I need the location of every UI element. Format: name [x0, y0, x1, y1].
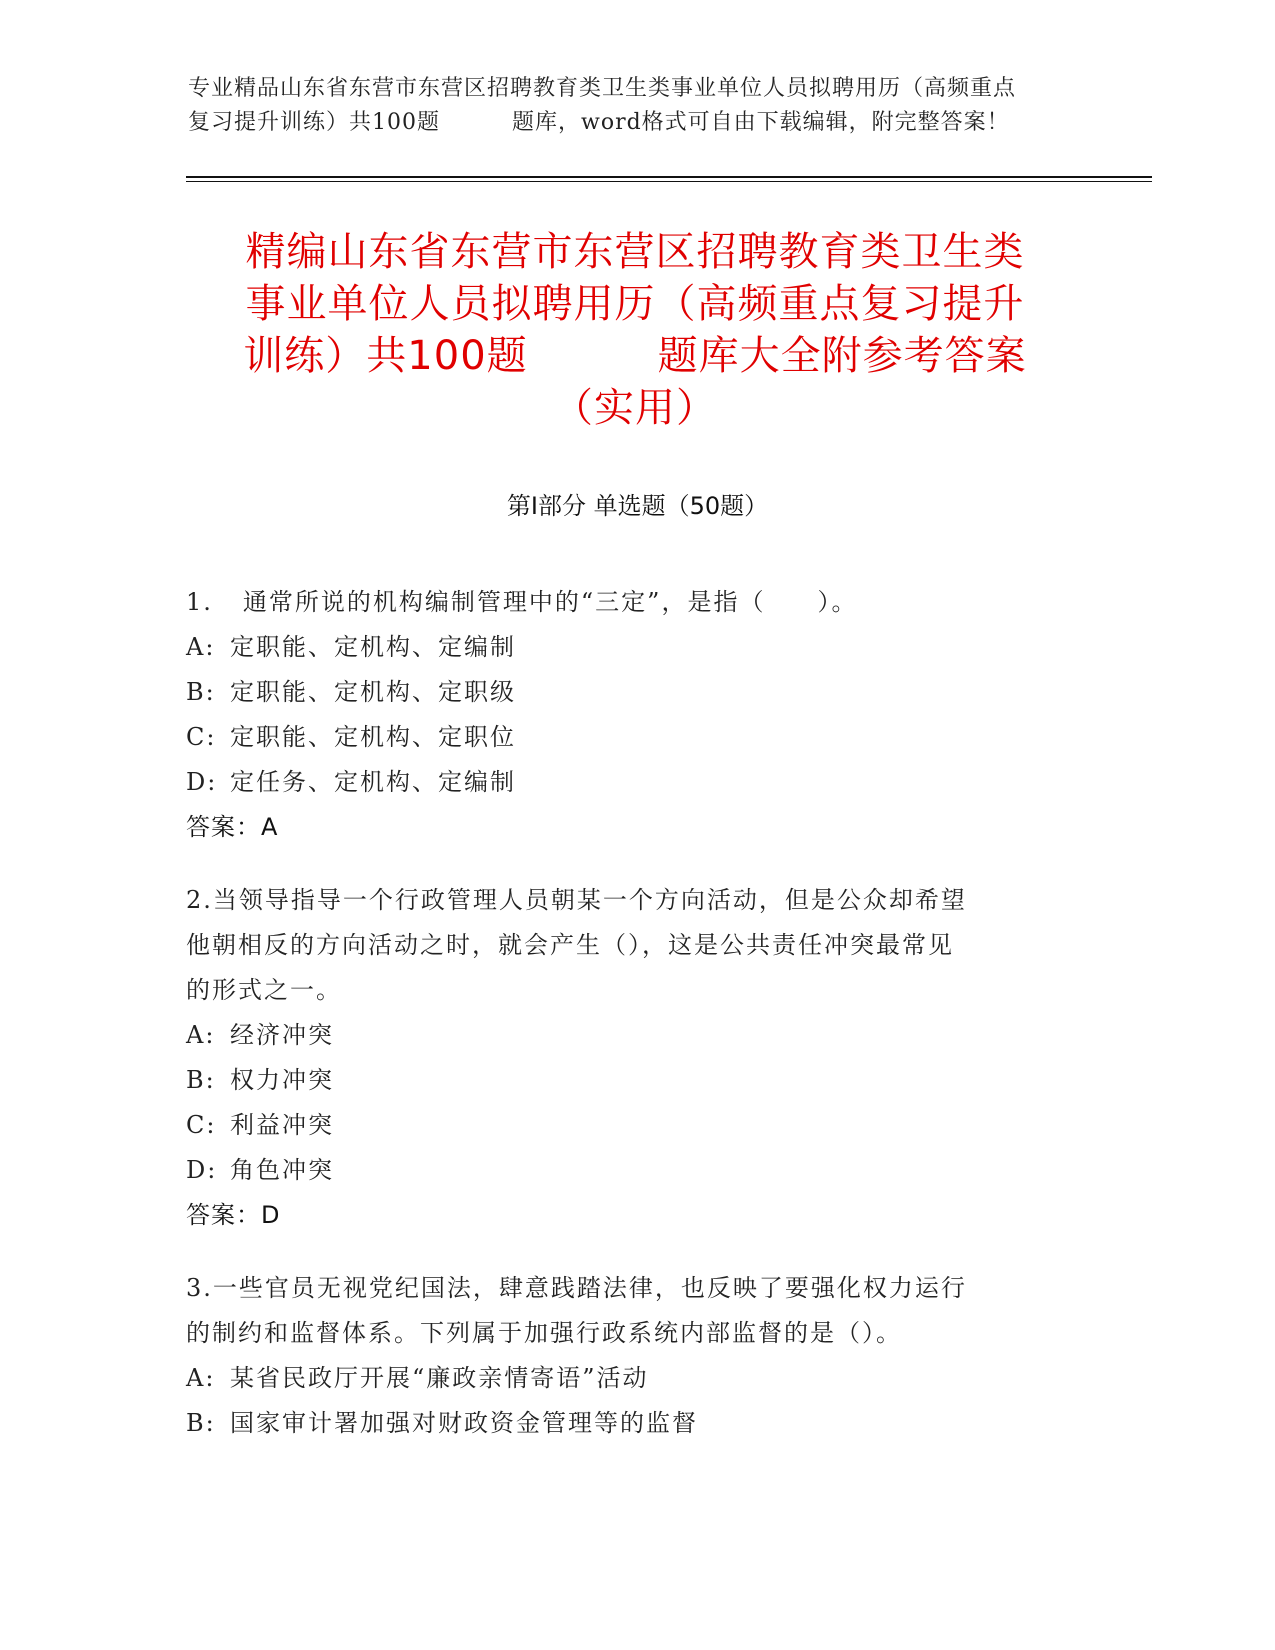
option-a	[186, 625, 1066, 670]
answer-line: 答案：A	[186, 813, 279, 841]
option-text: 某省民政厅开展“廉政亲情寄语”活动	[230, 1364, 649, 1392]
option-text: 经济冲突	[230, 1021, 334, 1049]
option-letter: A:	[186, 1021, 216, 1049]
header-rule-thick	[186, 176, 1152, 178]
option-text: 利益冲突	[230, 1111, 334, 1139]
option-text: 定职能、定机构、定职级	[230, 678, 516, 706]
option-text: 定职能、定机构、定职位	[230, 723, 516, 751]
question-text: 通常所说的机构编制管理中的“三定”，是指（ ）。	[242, 588, 858, 616]
option-b	[186, 1058, 1066, 1103]
option-letter: D:	[186, 1156, 218, 1184]
question-stem-line-1: 2.当领导指导一个行政管理人员朝某一个方向活动，但是公众却希望	[186, 886, 967, 914]
option-c	[186, 715, 1066, 760]
option-d	[186, 1148, 1066, 1193]
option-a	[186, 1356, 1066, 1401]
header-rule-thin	[186, 181, 1152, 182]
option-letter: A:	[186, 633, 216, 661]
title-line-1: 精编山东省东营市东营区招聘教育类卫生类	[245, 229, 1025, 275]
option-b	[186, 670, 1066, 715]
option-letter: C:	[186, 1111, 217, 1139]
option-a	[186, 1013, 1066, 1058]
question-list	[186, 580, 1066, 1474]
question-stem-line-1: 3.一些官员无视党纪国法，肆意践踏法律，也反映了要强化权力运行	[186, 1274, 967, 1302]
header-line-2-part-2: 题库，word格式可自由下载编辑，附完整答案！	[512, 110, 1010, 135]
option-c	[186, 1103, 1066, 1148]
option-letter: D:	[186, 768, 218, 796]
title-line-4: （实用）	[553, 385, 717, 431]
option-letter: B:	[186, 1409, 216, 1437]
option-text: 角色冲突	[230, 1156, 334, 1184]
section-title: 第Ⅰ部分 单选题（50题）	[506, 492, 769, 520]
option-letter: A:	[186, 1364, 216, 1392]
option-b	[186, 1401, 1066, 1446]
option-letter: B:	[186, 678, 216, 706]
option-text: 定任务、定机构、定编制	[230, 768, 516, 796]
option-letter: C:	[186, 723, 217, 751]
question-stem-line-3: 的形式之一。	[186, 976, 342, 1004]
option-letter: B:	[186, 1066, 216, 1094]
answer-line: 答案：D	[186, 1201, 281, 1229]
header-line-1: 专业精品山东省东营市东营区招聘教育类卫生类事业单位人员拟聘用历（高频重点	[188, 76, 1017, 101]
page-header	[188, 72, 1088, 140]
option-text: 定职能、定机构、定编制	[230, 633, 516, 661]
question-stem-line-2: 他朝相反的方向活动之时，就会产生（），这是公共责任冲突最常见	[186, 931, 954, 959]
question-stem-line-2: 的制约和监督体系。下列属于加强行政系统内部监督的是（）。	[186, 1319, 902, 1347]
question-stem	[186, 580, 1066, 625]
option-text: 权力冲突	[230, 1066, 334, 1094]
header-line-2-part-1: 复习提升训练）共100题	[188, 110, 440, 135]
title-line-3-part-2: 题库大全附参考答案	[657, 333, 1027, 379]
title-line-3-part-1: 训练）共100题	[243, 333, 528, 379]
title-line-3	[180, 330, 1090, 382]
title-line-2: 事业单位人员拟聘用历（高频重点复习提升	[245, 281, 1025, 327]
header-line-2	[188, 106, 1088, 140]
question-number: 1.	[186, 588, 213, 616]
document-title	[180, 226, 1090, 434]
question-1	[186, 580, 1066, 850]
option-text: 国家审计署加强对财政资金管理等的监督	[230, 1409, 698, 1437]
question-2	[186, 878, 1066, 1238]
question-3	[186, 1266, 1066, 1446]
option-d	[186, 760, 1066, 805]
